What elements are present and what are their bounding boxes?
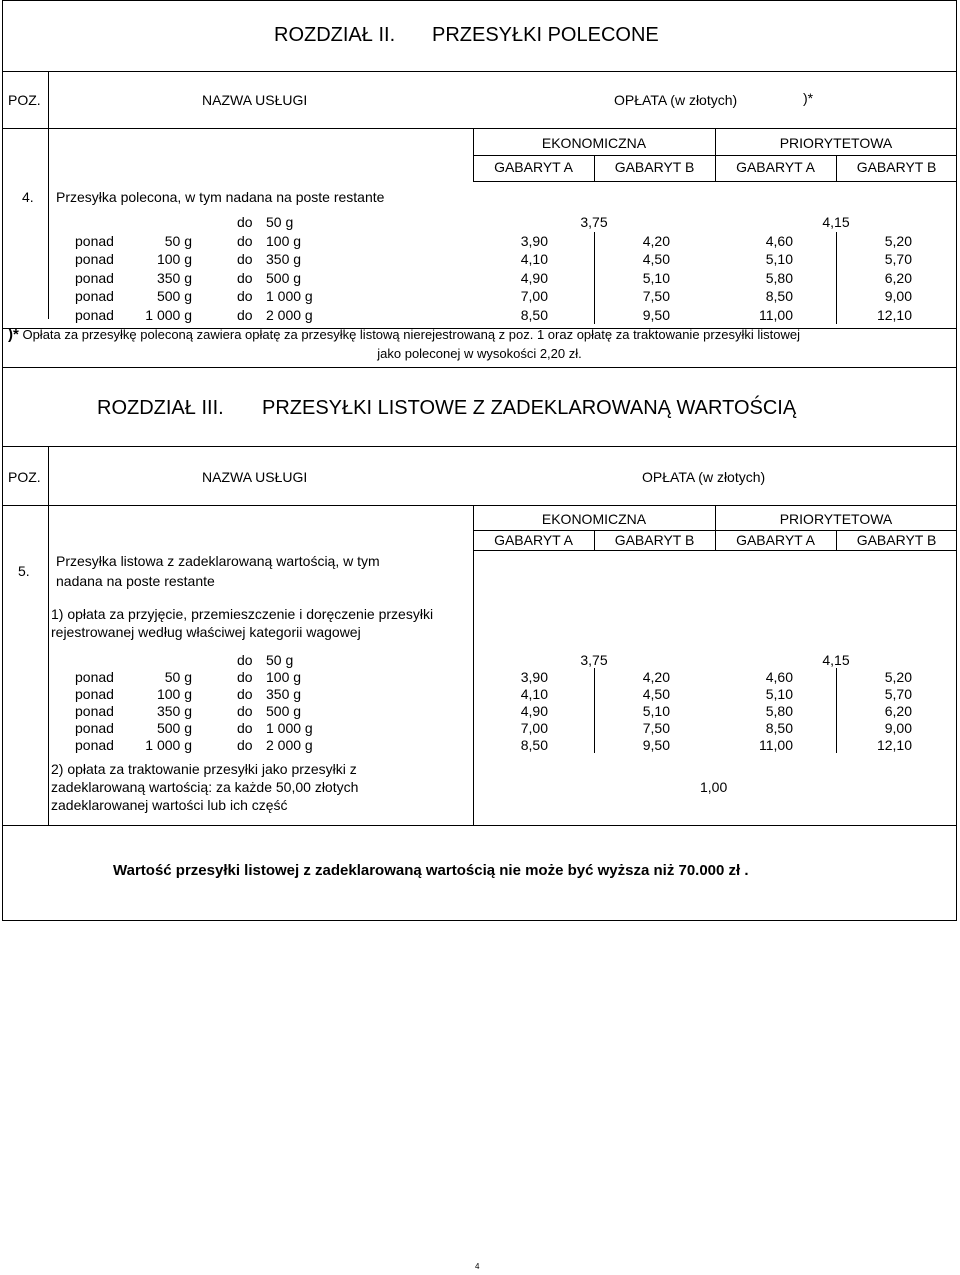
s2-row-from: 500 g	[156, 288, 192, 304]
s3-row-do: do	[237, 703, 253, 719]
s2-row-pre: ponad	[75, 251, 114, 267]
s2-col-name: NAZWA USŁUGI	[202, 92, 308, 108]
s2-row-value: 7,00	[520, 288, 548, 304]
s2-row-divider	[836, 250, 837, 269]
s3-item2-line1: 2) opłata za traktowanie przesyłki jako przesyłki z	[51, 761, 357, 777]
s3-row-eko-value: 3,75	[580, 652, 608, 668]
s3-row-value: 9,00	[884, 720, 912, 736]
s3-title-name: PRZESYŁKI LISTOWE Z ZADEKLAROWANĄ WARTOŚCIĄ	[262, 397, 797, 419]
s3-row-value: 11,00	[759, 737, 793, 753]
s3-prio-label: PRIORYTETOWA	[779, 511, 893, 527]
s2-row-divider	[836, 306, 837, 325]
s2-service-name: Przesyłka polecona	[56, 189, 178, 205]
s2-row-value: 12,10	[876, 306, 912, 323]
s2-col-fee-mark: )*	[803, 90, 814, 106]
s3-service-line2: nadana na poste restante	[56, 573, 215, 589]
s2-row-divider	[836, 232, 837, 251]
s2-row-value: 5,70	[884, 251, 912, 267]
s3-row-do: do	[237, 720, 253, 736]
s3-row-pre: ponad	[75, 703, 114, 719]
s2-row-divider	[594, 306, 595, 325]
s2-prio-label: PRIORYTETOWA	[779, 135, 893, 151]
s2-poz-divider-body	[48, 128, 49, 319]
s2-gab-a-prio: GABARYT A	[736, 159, 815, 175]
s2-row-do: do	[237, 214, 253, 230]
s2-row-value: 4,50	[642, 251, 670, 267]
s3-row-from: 100 g	[156, 686, 192, 702]
s3-poz-divider-body	[48, 505, 49, 826]
s3-row-to: 1 000 g	[266, 720, 313, 736]
s3-footer-note: Wartość przesyłki listowej z zadeklarowaną wartością nie może być wyższa niż 70.000 zł .	[113, 862, 749, 879]
s2-service-rest: , w tym nadana na poste restante	[177, 189, 385, 205]
s2-row-value: 3,90	[520, 232, 548, 249]
s2-row-value: 9,00	[884, 288, 912, 304]
s2-note-text: Opłata za przesyłkę poleconą zawiera opłatę za przesyłkę listową nierejestrowaną z poz. 1 oraz opłatę za traktowanie przesyłki listowej	[22, 327, 800, 342]
s2-eko-label: EKONOMICZNA	[541, 135, 647, 151]
s3-item1-line2: rejestrowanej według właściwej kategorii wagowej	[51, 624, 361, 640]
s3-row-value: 9,50	[642, 737, 670, 753]
s3-poz-divider	[48, 446, 49, 506]
s2-pos: 4.	[22, 189, 34, 205]
s2-row-pre: ponad	[75, 232, 114, 249]
s2-row-from: 100 g	[156, 251, 192, 267]
s3-col-fee: OPŁATA (w złotych)	[642, 469, 766, 485]
s3-gab-a-eko: GABARYT A	[494, 532, 573, 548]
s3-row-do: do	[237, 652, 253, 668]
s3-row-value: 4,50	[642, 686, 670, 702]
s2-row-do: do	[237, 269, 253, 286]
s2-row-value: 5,10	[642, 269, 670, 286]
s2-row-value: 7,50	[642, 288, 670, 304]
s3-gab-a-prio: GABARYT A	[736, 532, 815, 548]
s2-row-do: do	[237, 306, 253, 323]
s2-row-value: 4,90	[520, 269, 548, 286]
s3-row-value: 5,10	[642, 703, 670, 719]
s2-poz-divider	[48, 71, 49, 129]
s3-row-to: 500 g	[266, 703, 302, 719]
s3-row-prio-value: 4,15	[822, 652, 850, 668]
s3-row-divider	[836, 719, 837, 736]
s3-row-from: 1 000 g	[145, 737, 192, 753]
s3-row-value: 5,70	[884, 686, 912, 702]
s3-row-value: 7,00	[520, 720, 548, 736]
s2-row-pre: ponad	[75, 269, 114, 286]
s2-gab-b-prio: GABARYT B	[856, 159, 937, 175]
s2-row-divider	[594, 287, 595, 306]
s2-row-value: 6,20	[884, 269, 912, 286]
s3-row-value: 12,10	[876, 737, 912, 753]
s2-row-to: 500 g	[266, 269, 302, 286]
s3-item2-line2: zadeklarowaną wartością: za każde 50,00 złotych	[51, 779, 359, 795]
s2-row-divider	[594, 250, 595, 269]
s3-row-do: do	[237, 669, 253, 685]
s3-header-box	[2, 446, 957, 506]
s3-row-from: 500 g	[156, 720, 192, 736]
s2-row-to: 350 g	[266, 251, 302, 267]
s3-gab-b-prio: GABARYT B	[856, 532, 937, 548]
s3-row-to: 50 g	[266, 652, 294, 668]
s3-service	[56, 553, 380, 569]
s2-row-value: 11,00	[759, 306, 793, 323]
s2-row-from: 50 g	[164, 232, 192, 249]
s2-row-value: 5,10	[765, 251, 793, 267]
s3-col-name: NAZWA USŁUGI	[202, 469, 308, 485]
s3-item2-value: 1,00	[700, 779, 728, 795]
s2-row-eko-value: 3,75	[580, 214, 608, 230]
s2-gab-a-eko: GABARYT A	[494, 159, 573, 175]
s3-row-from: 350 g	[156, 703, 192, 719]
s3-row-value: 8,50	[765, 720, 793, 736]
s3-pos: 5.	[18, 563, 30, 579]
s3-row-divider	[836, 668, 837, 685]
s2-row-divider	[594, 269, 595, 288]
s2-row-value: 5,80	[765, 269, 793, 286]
s2-title-name: PRZESYŁKI POLECONE	[432, 24, 659, 46]
s3-row-divider	[594, 702, 595, 719]
s2-row-to: 1 000 g	[266, 288, 313, 304]
s3-row-from: 50 g	[164, 669, 192, 685]
s3-row-divider	[594, 685, 595, 702]
s3-col-poz: POZ.	[8, 469, 41, 485]
s3-row-divider	[594, 668, 595, 685]
s3-item2-line3: zadeklarowanej wartości lub ich część	[51, 797, 288, 813]
s3-row-value: 4,20	[642, 669, 670, 685]
s2-col-fee: OPŁATA (w złotych)	[614, 92, 738, 108]
s3-row-pre: ponad	[75, 669, 114, 685]
s3-row-value: 4,10	[520, 686, 548, 702]
s3-row-divider	[594, 719, 595, 736]
s3-row-do: do	[237, 686, 253, 702]
s3-service-name: Przesyłka listowa z zadeklarowaną wartością	[56, 553, 336, 569]
s3-row-divider	[836, 736, 837, 753]
s2-row-pre: ponad	[75, 306, 114, 323]
s2-row-value: 8,50	[765, 288, 793, 304]
s3-gab-bottom	[473, 550, 957, 551]
s2-row-value: 4,60	[765, 232, 793, 249]
s2-row-value: 5,20	[884, 232, 912, 249]
s2-gab-b-eko: GABARYT B	[614, 159, 695, 175]
s2-row-from: 1 000 g	[145, 306, 192, 323]
s2-row-value: 9,50	[642, 306, 670, 323]
s3-row-pre: ponad	[75, 686, 114, 702]
s3-row-value: 4,60	[765, 669, 793, 685]
s3-eko-label: EKONOMICZNA	[541, 511, 647, 527]
s3-row-divider	[594, 736, 595, 753]
s2-row-divider	[594, 232, 595, 251]
s3-row-to: 350 g	[266, 686, 302, 702]
s2-row-do: do	[237, 288, 253, 304]
s3-row-to: 2 000 g	[266, 737, 313, 753]
s3-service-rest: , w tym	[335, 553, 380, 569]
s2-row-divider	[836, 287, 837, 306]
s3-row-divider	[836, 702, 837, 719]
s3-row-divider	[836, 685, 837, 702]
s3-row-value: 3,90	[520, 669, 548, 685]
s2-row-to: 2 000 g	[266, 306, 313, 323]
s3-row-do: do	[237, 737, 253, 753]
s2-title-chapter: ROZDZIAŁ II.	[274, 24, 396, 46]
page-number: 4	[475, 1262, 480, 1271]
s2-row-divider	[836, 269, 837, 288]
s3-gab-b-eko: GABARYT B	[614, 532, 695, 548]
s2-row-to: 50 g	[266, 214, 294, 230]
s3-row-value: 5,20	[884, 669, 912, 685]
s3-row-pre: ponad	[75, 720, 114, 736]
s2-row-to: 100 g	[266, 232, 302, 249]
s2-row-pre: ponad	[75, 288, 114, 304]
s2-row-value: 4,10	[520, 251, 548, 267]
s2-row-prio-value: 4,15	[822, 214, 850, 230]
s3-item1-line1: 1) opłata za przyjęcie, przemieszczenie i doręczenie przesyłki	[51, 606, 434, 622]
s2-row-value: 4,20	[642, 232, 670, 249]
s2-row-do: do	[237, 251, 253, 267]
s2-note-line2: jako poleconej w wysokości 2,20 zł.	[377, 346, 582, 361]
s2-service	[56, 189, 384, 205]
s2-note-mark: )*	[8, 326, 19, 343]
s2-row-from: 350 g	[156, 269, 192, 286]
s3-row-value: 5,10	[765, 686, 793, 702]
s3-row-value: 6,20	[884, 703, 912, 719]
s3-row-value: 7,50	[642, 720, 670, 736]
s2-col-poz: POZ.	[8, 92, 41, 108]
s2-row-do: do	[237, 232, 253, 249]
s3-row-value: 5,80	[765, 703, 793, 719]
s3-title-chapter: ROZDZIAŁ III.	[97, 397, 224, 419]
s3-row-value: 8,50	[520, 737, 548, 753]
s3-row-pre: ponad	[75, 737, 114, 753]
s2-row-value: 8,50	[520, 306, 548, 323]
s3-row-value: 4,90	[520, 703, 548, 719]
s2-note	[8, 326, 800, 343]
s2-header-box	[2, 71, 957, 129]
s3-row-to: 100 g	[266, 669, 302, 685]
